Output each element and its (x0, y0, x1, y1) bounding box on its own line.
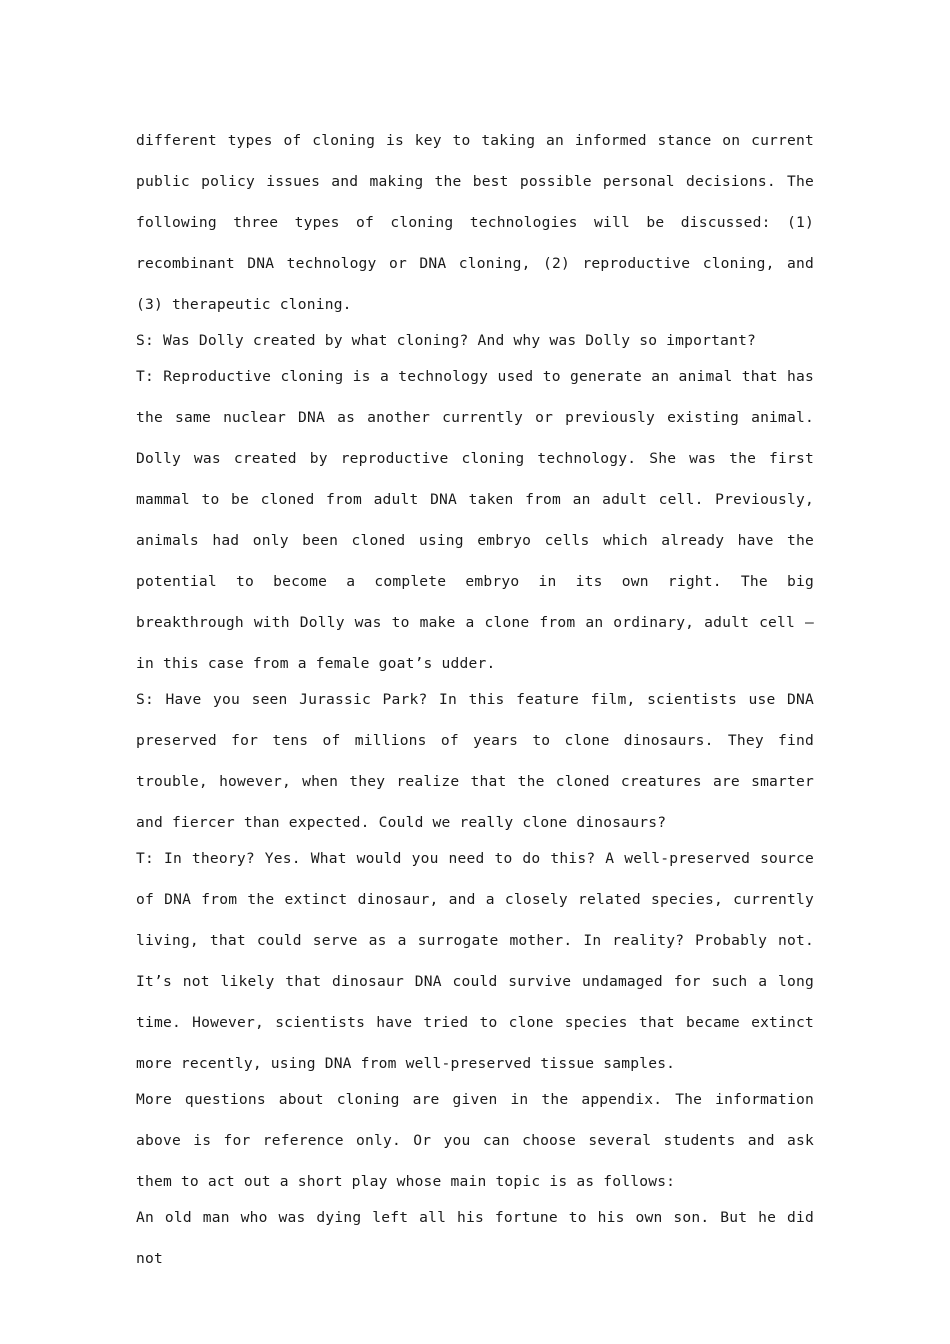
paragraph-cloning-types: different types of cloning is key to taking an informed stance on current public policy issues and making the best possible personal decisions. The following three types of cloning technologies will be discussed: (1) recombinant DNA technology or DNA cloning, (2) reproductive cloning, and (3) therapeutic cloning. (136, 132, 814, 313)
paragraph-student-question-jurassic: S: Have you seen Jurassic Park? In this feature film, scientists use DNA preserved for tens of millions of years to clone dinosaurs. They find trouble, however, when they realize that the cloned creatures are smarter and fiercer than expected. Could we really clone dinosaurs? (136, 691, 814, 831)
paragraph-teacher-answer-dinosaurs: T: In theory? Yes. What would you need to do this? A well-preserved source of DNA from the extinct dinosaur, and a closely related species, currently living, that could serve as a surrogate mother. In reality? Probably not. It’s not likely that dinosaur DNA could survive undamaged for such a long time. However, scientists have tried to clone species that became extinct more recently, using DNA from well-preserved tissue samples. (136, 850, 814, 1072)
document-page (136, 120, 814, 1279)
paragraph-teacher-answer-dolly: T: Reproductive cloning is a technology used to generate an animal that has the same nuclear DNA as another currently or previously existing animal. Dolly was created by reproductive cloning technology. She was the first mammal to be cloned from adult DNA taken from an adult cell. Previously, animals had only been cloned using embryo cells which already have the potential to become a complete embryo in its own right. The big breakthrough with Dolly was to make a clone from an ordinary, adult cell — in this case from a female goat’s udder. (136, 368, 814, 672)
paragraph-appendix-note: More questions about cloning are given in the appendix. The information above is for reference only. Or you can choose several students and ask them to act out a short play whose main topic is as follows: (136, 1091, 814, 1190)
paragraph-student-question-dolly: S: Was Dolly created by what cloning? And why was Dolly so important? (136, 332, 757, 349)
paragraph-short-play-topic: An old man who was dying left all his fortune to his own son. But he did not (136, 1209, 814, 1267)
